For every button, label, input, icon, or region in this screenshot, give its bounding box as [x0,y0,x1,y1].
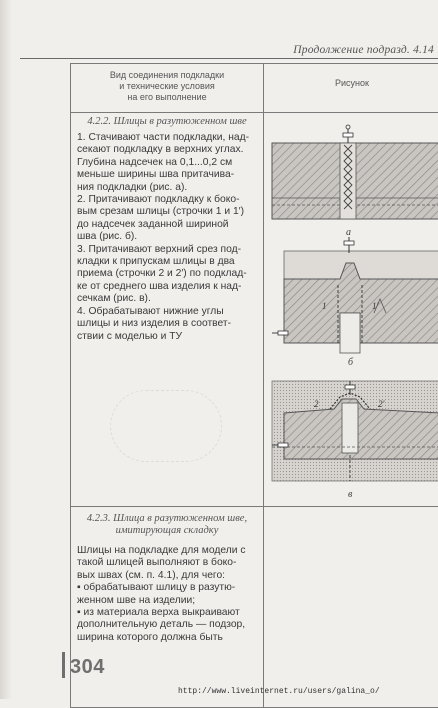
page-number-bar [62,652,65,678]
table-row [71,507,438,708]
figure-b-caption: б [348,357,354,368]
header-left-cell [71,64,264,113]
section2-figure-cell [264,507,438,708]
section1-text: 1. Стачивают части подкладки, над- секают подкладку в верхних углах. Глубина надсечек на 0,1...0,2 см меньше ширины шва притачива- ния подкладки (рис. а). 2. Притачивают подкладку к боко- вым срезам шлицы (строчки 1 и 1′) до надсечек заданной шириной шва (рис. б). 3. Притачивают верхний срез под- кладки к припускам шлицы в два приема (строчки 2 и 2′) по подклад- ке от среднего шва изделия к над- сечкам (рис. в). 4. Обрабатывают нижние углы шлицы и низ изделия в соответ- ствии с моделью и ТУ [71,128,263,343]
header-rule [20,58,438,59]
section1-title: 4.2.2. Шлицы в разутюженном шве [71,113,263,128]
figure-v-label-2: 2 [314,399,319,409]
figure-v [272,381,438,500]
section2-text: Шлицы на подкладке для модели с такой шлицей выполняют в боко- вых швах (см. п. 4.1), для чего: ▪ обрабатывают шлицу в разутю- женном шве на изделии; ▪ из материала верха выкраивают дополнительную деталь — подзор, ширина которого должна быть [71,537,263,644]
header-right-text: Рисунок [264,64,438,112]
figure-b-label-1: 1 [322,301,327,311]
figure-b-label-1p: 1′ [372,301,380,311]
scan-edge [0,0,12,699]
table-header-row [71,64,438,113]
figure-v-caption: в [348,489,353,500]
figure-v-label-2p: 2′ [378,399,386,409]
header-left-text: Вид соединения подкладки и технические условия на его выполнение [71,64,263,104]
footer-url: http://www.liveinternet.ru/users/galina_o/ [178,687,380,696]
figure-b [272,237,438,368]
figure-a [272,125,438,238]
figure-a-caption: а [346,227,351,238]
seam-figures [264,113,438,501]
page-number: 304 [70,656,105,679]
scan-artifact [110,390,222,462]
running-head: Продолжение подразд. 4.14 [293,44,434,56]
header-right-cell [264,64,438,113]
instruction-table [70,63,438,708]
section2-title: 4.2.3. Шлица в разутюженном шве, имитирующая складку [71,507,263,537]
section1-figure-cell [264,113,438,507]
